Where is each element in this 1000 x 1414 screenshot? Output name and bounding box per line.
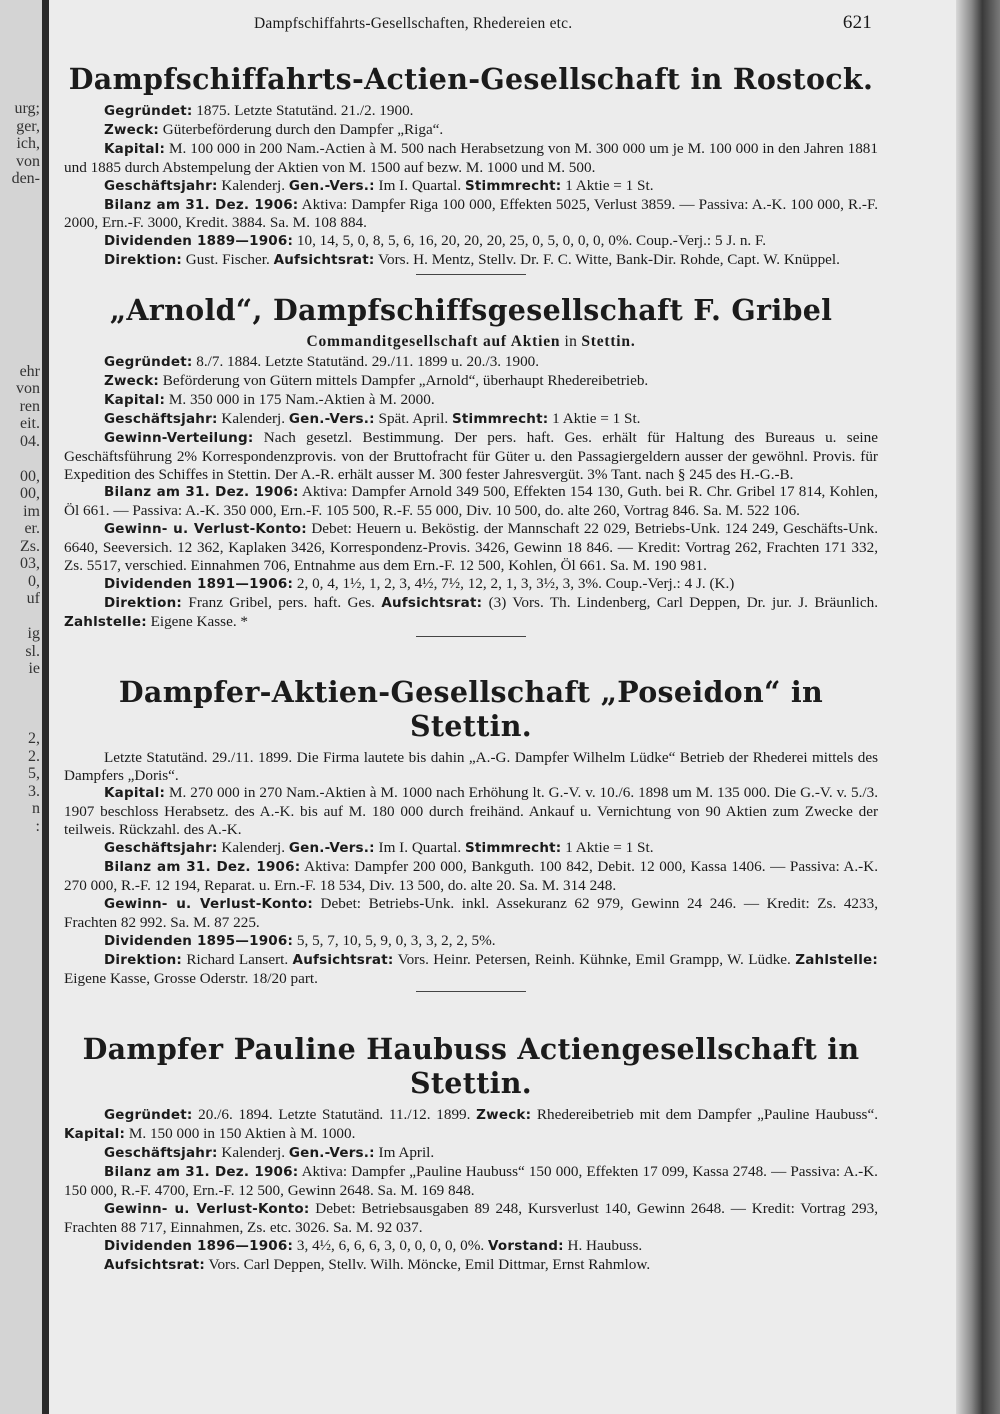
- field-label: Bilanz am 31. Dez. 1906:: [104, 196, 299, 213]
- field-text: Debet: Betriebsausgaben 89 248, Kursverlust 140, Gewinn 2648. — Kredit: Vortrag 293, Frachten 88 717, Einnahmen, Zs. etc. 3026. Sa. M. 92 037.: [64, 1199, 878, 1236]
- field-label: Gewinn- u. Verlust-Konto:: [104, 895, 313, 912]
- margin-fragment: 00,: [20, 485, 40, 502]
- entry-paragraph: [64, 520, 878, 575]
- entry-paragraph: [64, 232, 878, 251]
- entry-paragraph: [64, 784, 878, 839]
- field-text: Kalenderj.: [217, 409, 289, 427]
- field-label: Aufsichtsrat:: [104, 1256, 205, 1273]
- field-label: Gen.-Vers.:: [288, 177, 375, 194]
- field-label: Kapital:: [104, 391, 166, 408]
- company-entries: [64, 62, 878, 1275]
- margin-fragment: 03,: [20, 555, 40, 572]
- field-text: 1 Aktie = 1 St.: [561, 176, 654, 194]
- margin-fragment: 2.: [28, 747, 40, 765]
- entry-paragraph: [64, 594, 878, 632]
- header-title: Dampfschiffahrts-Gesellschaften, Rhedereien etc.: [254, 15, 573, 32]
- margin-fragment: 0,: [28, 572, 40, 590]
- field-label: Aufsichtsrat:: [381, 594, 483, 611]
- field-label: Geschäftsjahr:: [104, 1145, 218, 1162]
- entry-paragraph: [64, 196, 878, 233]
- field-text: Aktiva: Dampfer 200 000, Bankguth. 100 842, Debit. 12 000, Kassa 1406. — Passiva: A.-K. 270 000, R.-F. 12 194, Reparat. u. Ern.-F. 18 534, Div. 13 500, do. alte 20. Sa. M. 314 248.: [64, 858, 879, 894]
- field-label: Stimmrecht:: [451, 410, 549, 427]
- entry-paragraph: [64, 858, 878, 895]
- field-text: Vors. Heinr. Petersen, Reinh. Kühnke, Emil Grampp, W. Lüdke.: [393, 950, 796, 968]
- field-label: Zweck:: [104, 121, 159, 138]
- field-text: Kalenderj.: [217, 1144, 289, 1162]
- field-text: 1 Aktie = 1 St.: [561, 839, 654, 857]
- field-label: Stimmrecht:: [464, 840, 562, 857]
- field-text: 2, 0, 4, 1½, 1, 2, 3, 4½, 7½, 12, 2, 1, 3, 3½, 3, 3%. Coup.-Verj.: 4 J. (K.): [293, 574, 735, 592]
- margin-fragment: [0, 345, 40, 363]
- company-title: Dampfer-Aktien-Gesellschaft „Poseidon“ in Stettin.: [118, 674, 824, 743]
- field-text: Vors. H. Mentz, Stellv. Dr. F. C. Witte, Bank-Dir. Rohde, Capt. W. Knüppel.: [374, 251, 840, 269]
- entry-paragraph: [64, 575, 878, 594]
- margin-fragment: den-: [11, 170, 40, 187]
- margin-fragment: 5,: [28, 765, 40, 782]
- field-label: Geschäftsjahr:: [104, 177, 218, 194]
- field-text: 5, 5, 7, 10, 5, 9, 0, 3, 3, 2, 2, 5%.: [293, 931, 496, 949]
- field-text: Im I. Quartal.: [374, 176, 465, 194]
- field-label: Dividenden 1889—1906:: [104, 233, 294, 250]
- margin-fragment: von: [16, 152, 40, 170]
- field-label: Bilanz am 31. Dez. 1906:: [104, 1164, 299, 1181]
- field-label: Kapital:: [104, 785, 166, 802]
- field-label: Vorstand:: [487, 1237, 564, 1254]
- company-entry: [64, 62, 878, 270]
- margin-fragment: sl.: [25, 642, 40, 660]
- field-label: Gewinn- u. Verlust-Konto:: [104, 521, 307, 538]
- margin-fragment: [0, 328, 40, 346]
- margin-fragment: eit.: [20, 415, 40, 432]
- field-label: Gegründet:: [104, 1107, 193, 1124]
- field-label: Bilanz am 31. Dez. 1906:: [104, 484, 299, 501]
- field-label: Dividenden 1895—1906:: [104, 932, 294, 949]
- field-label: Dividenden 1896—1906:: [104, 1237, 294, 1254]
- field-label: Gegründet:: [104, 103, 193, 119]
- margin-fragment: [0, 258, 40, 276]
- company-subtitle: [64, 333, 878, 351]
- company-entry: [64, 636, 878, 988]
- field-label: Dividenden 1891—1906:: [104, 575, 294, 592]
- field-text: Im I. Quartal.: [374, 839, 465, 857]
- entry-paragraph: [64, 391, 878, 410]
- field-label: Bilanz am 31. Dez. 1906:: [104, 859, 301, 876]
- running-header: [64, 14, 878, 46]
- entry-paragraph: [64, 1256, 878, 1275]
- field-text: 8./7. 1884. Letzte Statutänd. 29./11. 1899 u. 20./3. 1900.: [192, 353, 540, 371]
- page-number: 621: [842, 12, 872, 33]
- field-label: Zahlstelle:: [795, 951, 878, 968]
- field-text: Aktiva: Dampfer Riga 100 000, Effekten 5025, Verlust 3859. — Passiva: A.-K. 100 000, R.-F. 2000, Ern.-F. 3000, Kredit. 3884. Sa. M. 108 884.: [64, 195, 879, 232]
- field-label: Zweck:: [476, 1107, 532, 1124]
- margin-fragment: [0, 293, 40, 311]
- margin-fragment: [0, 695, 40, 713]
- entry-paragraph: [64, 951, 878, 988]
- margin-fragment: Zs.: [20, 537, 40, 555]
- field-text: 20./6. 1894. Letzte Statutänd. 11./12. 1899.: [192, 1106, 477, 1124]
- entry-paragraph: [64, 251, 878, 270]
- entry-paragraph: [64, 1200, 878, 1237]
- margin-fragment: ren: [19, 397, 40, 415]
- subtitle-connector: in: [560, 333, 582, 351]
- field-text: Spät. April.: [374, 409, 452, 427]
- margin-fragment: 04.: [20, 432, 40, 450]
- margin-fragment: von: [16, 380, 40, 397]
- margin-fragment: [0, 240, 40, 258]
- page-edge-shadow: [956, 0, 1000, 1414]
- field-text: M. 270 000 in 270 Nam.-Aktien à M. 1000 nach Erhöhung lt. G.-V. v. 10./6. 1898 um M. 135 000. Die G.-V. v. 5./3. 1907 beschloss Herabsetz. des A.-K. bis auf M. 180 000 durch freihänd. Ankauf u. Vernichtung von 90 Aktien zum Zwecke der teilweis. Rückzahl. des A.-K.: [64, 784, 878, 839]
- field-text: Güterbeförderung durch den Dampfer „Riga“.: [159, 120, 444, 138]
- margin-fragment: im: [23, 502, 40, 520]
- margin-fragment: er.: [24, 520, 40, 537]
- margin-fragment: n: [32, 800, 40, 817]
- margin-fragment: [0, 310, 40, 328]
- entry-paragraph: [64, 1163, 878, 1200]
- field-text: Debet: Heuern u. Beköstig. der Mannschaft 22 029, Betriebs-Unk. 124 249, Geschäfts-Unk. 6640, Seeversich. 12 362, Kaplaken 3426, Korrespondenz-Provis. 3426, Gewinn 18 846. — Kredit: Vortrag 262, Frachten 171 332, Zs. 5517, verschied. Einnahmen 706, Entnahme aus dem Ern.-F. 12 500, Kohlen, Öl 661. Sa. M. 190 981.: [64, 520, 878, 575]
- field-text: Aktiva: Dampfer „Pauline Haubuss“ 150 000, Effekten 17 099, Kassa 2748. — Passiva: A.-K. 150 000, R.-F. 4700, Ern.-F. 12 500, Gewinn 2648. Sa. M. 169 848.: [64, 1163, 878, 1200]
- margin-fragment: ich,: [16, 135, 40, 152]
- subtitle-legal-form: Commanditgesellschaft auf Aktien: [306, 333, 561, 351]
- field-text: Debet: Betriebs-Unk. inkl. Assekuranz 62 979, Gewinn 24 246. — Kredit: Zs. 4233, Frachten 82 992. Sa. M. 87 225.: [64, 894, 878, 931]
- entry-paragraph: [64, 1144, 878, 1163]
- entry-paragraph: [64, 749, 878, 785]
- entry-paragraph: [64, 429, 878, 484]
- field-label: Aufsichtsrat:: [292, 951, 394, 968]
- entry-paragraph: [64, 483, 878, 520]
- separator-rule: [416, 991, 526, 992]
- field-label: Direktion:: [104, 594, 182, 611]
- field-text: Letzte Statutänd. 29./11. 1899. Die Firma lautete bis dahin „A.-G. Dampfer Wilhelm Lüdke“ Betrieb der Rhederei mittels des Dampfers „Doris“.: [64, 748, 878, 784]
- field-text: Vors. Carl Deppen, Stellv. Wilh. Möncke, Emil Dittmar, Ernst Rahmlow.: [204, 1255, 651, 1273]
- field-text: (3) Vors. Th. Lindenberg, Carl Deppen, Dr. jur. J. Bräunlich.: [482, 593, 879, 611]
- margin-fragment: ger,: [16, 117, 40, 135]
- field-text: Eigene Kasse. *: [146, 612, 249, 630]
- field-label: Geschäftsjahr:: [104, 840, 218, 857]
- margin-fragment: [0, 275, 40, 293]
- company-title: Dampfschiffahrts-Actien-Gesellschaft in Rostock.: [68, 62, 874, 96]
- field-label: Gen.-Vers.:: [288, 840, 375, 857]
- entry-paragraph: [64, 932, 878, 951]
- field-text: H. Haubuss.: [563, 1236, 643, 1254]
- field-text: Nach gesetzl. Bestimmung. Der pers. haft. Ges. erhält für Haltung des Bureaus u. seine Geschäftsführung 2% Korrespondenzprovis. von der Bruttofracht für Güter u. den Passagiergeldern ausser der gewöhnl. Provis. für Expedition des Schiffes in Stettin. Der A.-R. erhält ausser M. 300 fester Jahresvergüt. 3% Tant. nach § 245 des H.-G.-B.: [64, 428, 878, 483]
- field-label: Zahlstelle:: [64, 613, 147, 630]
- subtitle-city: Stettin.: [581, 333, 636, 351]
- company-entry: [64, 274, 878, 632]
- entry-paragraph: [64, 895, 878, 932]
- entry-paragraph: [64, 1106, 878, 1144]
- field-text: 1875. Letzte Statutänd. 21./2. 1900.: [192, 102, 414, 119]
- margin-fragment: :: [35, 817, 40, 835]
- field-text: Kalenderj.: [217, 176, 289, 194]
- margin-fragment: ehr: [19, 362, 40, 380]
- field-label: Gewinn-Verteilung:: [104, 429, 254, 446]
- field-text: 3, 4½, 6, 6, 6, 3, 0, 0, 0, 0, 0%.: [293, 1236, 488, 1254]
- margin-fragment: urg;: [14, 100, 40, 117]
- field-text: 10, 14, 5, 0, 8, 5, 6, 16, 20, 20, 20, 25, 0, 5, 0, 0, 0, 0%. Coup.-Verj.: 5 J. n. F.: [293, 232, 767, 250]
- field-text: Richard Lansert.: [182, 950, 293, 968]
- entry-paragraph: [64, 121, 878, 140]
- margin-fragment: [0, 223, 40, 241]
- margin-fragment: uf: [26, 590, 40, 607]
- margin-fragment: 00,: [20, 467, 40, 485]
- margin-fragment: [0, 205, 40, 223]
- entry-paragraph: [64, 410, 878, 429]
- company-title: Dampfer Pauline Haubuss Actiengesellschaft in Stettin.: [82, 1032, 860, 1101]
- field-label: Aufsichtsrat:: [273, 252, 375, 269]
- separator-rule: [416, 274, 526, 275]
- field-label: Gegründet:: [104, 354, 193, 371]
- margin-fragment: [0, 608, 40, 626]
- page-content: [64, 14, 878, 1275]
- margin-fragment: [0, 713, 40, 731]
- field-text: Beförderung von Gütern mittels Dampfer „Arnold“, überhaupt Rhedereibetrieb.: [159, 371, 649, 389]
- previous-page-fragments: [0, 100, 40, 835]
- entry-paragraph: [64, 140, 878, 177]
- company-title: „Arnold“, Dampfschiffsgesellschaft F. Gribel: [109, 293, 833, 328]
- separator-rule: [416, 636, 526, 637]
- field-label: Gen.-Vers.:: [288, 410, 375, 427]
- margin-fragment: [0, 678, 40, 696]
- field-text: Kalenderj.: [217, 839, 289, 857]
- entry-paragraph: [64, 353, 878, 372]
- field-label: Direktion:: [104, 252, 182, 269]
- field-text: M. 350 000 in 175 Nam.-Aktien à M. 2000.: [165, 390, 435, 408]
- margin-fragment: ie: [28, 660, 40, 677]
- field-text: M. 100 000 in 200 Nam.-Actien à M. 500 nach Herabsetzung von M. 300 000 um je M. 100 000 in den Jahren 1881 und 1885 durch Abstempelung der Aktien von M. 1500 auf bezw. M. 1000 und M. 500.: [64, 139, 878, 176]
- field-label: Gen.-Vers.:: [288, 1145, 375, 1162]
- field-text: Gust. Fischer.: [182, 251, 274, 269]
- field-label: Kapital:: [64, 1126, 126, 1143]
- entry-paragraph: [64, 839, 878, 858]
- margin-fragment: [0, 188, 40, 206]
- entry-paragraph: [64, 372, 878, 391]
- margin-fragment: ig: [27, 625, 40, 642]
- field-text: Rhedereibetrieb mit dem Dampfer „Pauline Haubuss“.: [531, 1106, 878, 1124]
- field-label: Stimmrecht:: [464, 177, 562, 194]
- field-text: Aktiva: Dampfer Arnold 349 500, Effekten 154 130, Guth. bei R. Chr. Gribel 17 814, Kohlen, Öl 661. — Passiva: A.-K. 350 000, Ern.-F. 105 500, R.-F. 55 000, Div. 10 500, do. alte 260, Vortrag 846. Sa. M. 522 106.: [64, 483, 878, 520]
- field-label: Zweck:: [104, 372, 159, 389]
- company-entry: [64, 991, 878, 1274]
- field-text: Franz Gribel, pers. haft. Ges.: [182, 593, 382, 611]
- field-label: Gewinn- u. Verlust-Konto:: [104, 1200, 310, 1217]
- field-label: Geschäftsjahr:: [104, 410, 218, 427]
- field-text: Eigene Kasse, Grosse Oderstr. 18/20 part.: [64, 969, 318, 987]
- field-text: Im April.: [374, 1144, 435, 1162]
- field-label: Kapital:: [104, 140, 166, 157]
- entry-paragraph: [64, 1237, 878, 1256]
- margin-fragment: 2,: [28, 730, 40, 747]
- entry-paragraph: [64, 177, 878, 196]
- field-text: M. 150 000 in 150 Aktien à M. 1000.: [125, 1125, 356, 1143]
- entry-paragraph: [64, 102, 878, 121]
- field-label: Direktion:: [104, 951, 182, 968]
- binding-line: [42, 0, 49, 1414]
- margin-fragment: 3.: [28, 782, 40, 800]
- field-text: 1 Aktie = 1 St.: [548, 409, 641, 427]
- margin-fragment: [0, 450, 40, 468]
